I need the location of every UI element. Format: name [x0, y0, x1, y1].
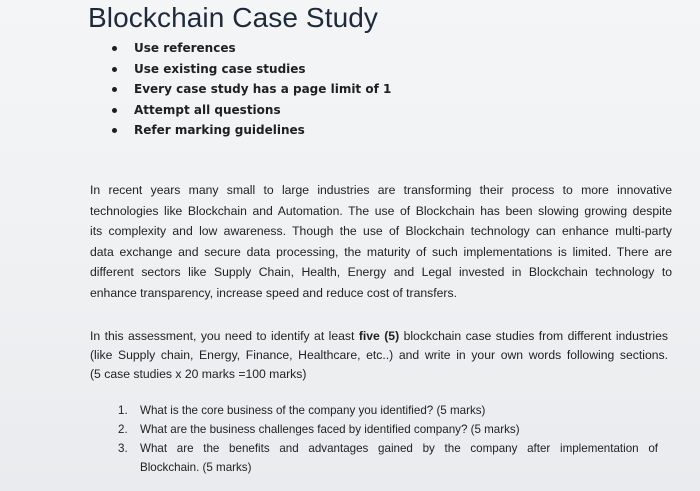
bullet-text: Use existing case studies [134, 61, 306, 76]
question-text: What is the core business of the company you identified? (5 marks) [140, 404, 486, 417]
paragraph-text: In this assessment, you need to identify at least [90, 329, 359, 343]
bullet-icon [112, 46, 117, 51]
question-number: 1. [118, 404, 128, 417]
paragraph-line: (5 case studies x 20 marks =100 marks) [90, 367, 307, 382]
question-item [118, 420, 658, 439]
question-item [118, 401, 658, 420]
bullet-icon [112, 67, 117, 72]
question-line: What are the benefits and advantages gained by the company after implementation of [140, 442, 658, 455]
paragraph-line: different sectors like Supply Chain, Health, Energy and Legal invested in Blockchain technology to [90, 265, 672, 280]
bold-count: five (5) [358, 329, 400, 343]
question-number: 2. [118, 423, 128, 436]
question-number: 3. [118, 442, 128, 455]
bullet-text: Attempt all questions [134, 102, 281, 117]
question-item [118, 439, 658, 477]
bullet-icon [112, 108, 117, 113]
bullet-text: Refer marking guidelines [134, 123, 305, 137]
question-text: What are the business challenges faced by identified company? (5 marks) [140, 423, 520, 436]
paragraph-line: data exchange and secure data processing, the maturity of such implementations is limited. There are [90, 244, 672, 259]
paragraph-line: enhance transparency, increase speed and reduce cost of transfers. [90, 285, 457, 300]
paragraph-text: blockchain case studies from different industries [399, 329, 668, 343]
paragraph-line: its complexity and low awareness. Though the use of Blockchain technology can enhance multi-party [90, 224, 672, 239]
paragraph-line [90, 327, 668, 346]
paragraph-line: (like Supply chain, Energy, Finance, Healthcare, etc..) and write in your own words following sections. [90, 348, 668, 363]
intro-paragraph [90, 180, 672, 304]
bullet-icon [112, 87, 117, 92]
paragraph-line: In recent years many small to large industries are transforming their process to more innovative [90, 183, 672, 197]
bullet-text: Every case study has a page limit of 1 [134, 82, 392, 96]
question-text [140, 439, 658, 477]
bullet-text: Use references [134, 41, 236, 55]
page-title: Blockchain Case Study [88, 2, 379, 33]
paragraph-line: technologies like Blockchain and Automation. The use of Blockchain has been slowing growing despite [90, 203, 672, 218]
questions-list [118, 401, 658, 477]
assessment-paragraph [90, 327, 668, 385]
bullet-icon [112, 128, 117, 133]
question-line: Blockchain. (5 marks) [140, 461, 252, 474]
